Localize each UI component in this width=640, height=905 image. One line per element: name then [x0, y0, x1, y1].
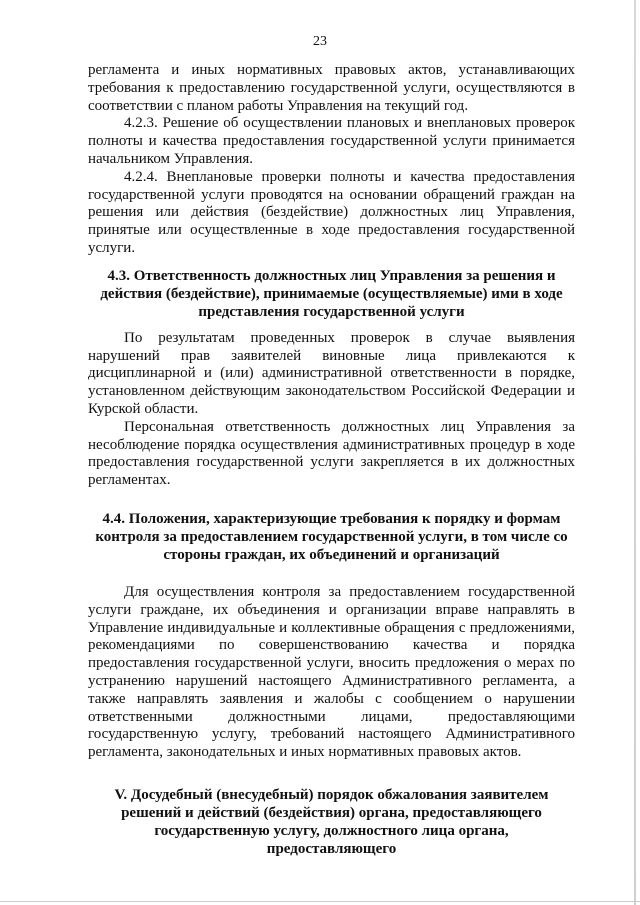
paragraph-4-2-4: 4.2.4. Внеплановые проверки полноты и качества предоставления государственной услуги проводятся на основании обращений граждан на решения или действия (бездействие) должностных лиц Управления, принятые или осуществленные в ходе предоставления государственной услуги. — [88, 168, 575, 256]
paragraph-4-3-responsibility: Персональная ответственность должностных лиц Управления за несоблюдение порядка осуществления административных процедур в ходе предоставления государственной услуги закрепляется в их должностных регламентах. — [88, 418, 575, 489]
paragraph-4-4-control: Для осуществления контроля за предоставлением государственной услуги граждане, их объединения и организации вправе направлять в Управление индивидуальные и коллективные обращения с предложениями, рекомендациями по совершенствованию качества и порядка предоставления государственной услуги, вносить предложения о мерах по устранению нарушений настоящего Административного регламента, а также направлять заявления и жалобы с сообщением о нарушении ответственными должностными лицами, предоставляющими государственную услугу, требований настоящего Административного регламента, законодательных и иных нормативных правовых актов. — [88, 583, 575, 761]
paragraph-4-3-checks: По результатам проведенных проверок в случае выявления нарушений прав заявителей виновные лица привлекаются к дисциплинарной и (или) административной ответственности в порядке, установленном действующим законодательством Российской Федерации и Курской области. — [88, 329, 575, 417]
section-heading-4-3: 4.3. Ответственность должностных лиц Управления за решения и действия (бездействие), принимаемые (осуществляемые) ими в ходе представления государственной услуги — [100, 267, 563, 320]
scan-edge-right — [634, 0, 636, 905]
section-heading-5: V. Досудебный (внесудебный) порядок обжалования заявителем решений и действий (бездействия) органа, предоставляющего государственную услугу, должностного лица органа, предоставляющего — [114, 786, 549, 857]
paragraph-4-2-3: 4.2.3. Решение об осуществлении плановых и внеплановых проверок полноты и качества предоставления государственной услуги принимается начальником Управления. — [88, 115, 575, 167]
section-heading-4-4: 4.4. Положения, характеризующие требования к порядку и формам контроля за предоставлением государственной услуги, в том числе со стороны граждан, их объединений и организаций — [95, 510, 568, 563]
page-number: 23 — [313, 34, 327, 49]
scan-edge-bottom — [0, 901, 640, 902]
document-body — [88, 62, 575, 858]
paragraph-continuation: регламента и иных нормативных правовых актов, устанавливающих требования к предоставлению государственной услуги, осуществляются в соответствии с планом работы Управления на текущий год. — [88, 62, 575, 114]
